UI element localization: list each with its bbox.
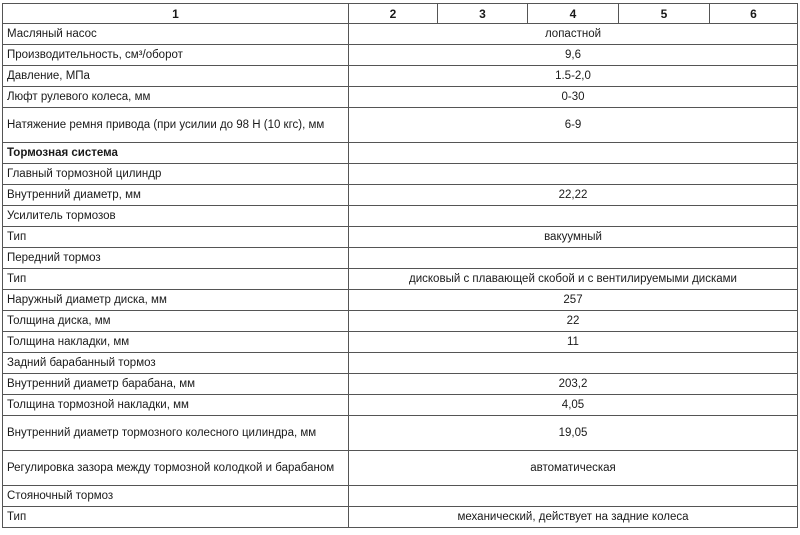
header-row <box>3 4 798 24</box>
row-label: Внутренний диаметр барабана, мм <box>3 374 349 395</box>
header-cell: 3 <box>438 4 528 24</box>
row-label: Усилитель тормозов <box>3 206 349 227</box>
row-value: 4,05 <box>349 395 798 416</box>
row-label: Масляный насос <box>3 24 349 45</box>
row-value: 0-30 <box>349 87 798 108</box>
row-value: 11 <box>349 332 798 353</box>
section-row <box>3 143 798 164</box>
row-label: Передний тормоз <box>3 248 349 269</box>
row-label: Производительность, см³/оборот <box>3 45 349 66</box>
table-row <box>3 374 798 395</box>
row-value <box>349 143 798 164</box>
row-value: 9,6 <box>349 45 798 66</box>
table-row <box>3 332 798 353</box>
row-value <box>349 164 798 185</box>
row-label: Натяжение ремня привода (при усилии до 98 Н (10 кгс), мм <box>3 108 349 143</box>
row-value: лопастной <box>349 24 798 45</box>
row-label: Тормозная система <box>3 143 349 164</box>
table-row <box>3 507 798 528</box>
row-label: Наружный диаметр диска, мм <box>3 290 349 311</box>
row-label: Тип <box>3 507 349 528</box>
row-label: Толщина диска, мм <box>3 311 349 332</box>
row-value: 257 <box>349 290 798 311</box>
header-cell: 6 <box>710 4 798 24</box>
row-label: Главный тормозной цилиндр <box>3 164 349 185</box>
spec-table <box>2 3 798 528</box>
table-row <box>3 311 798 332</box>
table-row <box>3 206 798 227</box>
header-cell: 4 <box>528 4 619 24</box>
row-label: Толщина тормозной накладки, мм <box>3 395 349 416</box>
row-label: Внутренний диаметр тормозного колесного цилиндра, мм <box>3 416 349 451</box>
table-row <box>3 353 798 374</box>
row-label: Толщина накладки, мм <box>3 332 349 353</box>
row-value: 22,22 <box>349 185 798 206</box>
table-row <box>3 66 798 87</box>
spec-table-body <box>3 24 798 528</box>
table-row <box>3 108 798 143</box>
table-row <box>3 248 798 269</box>
row-label: Люфт рулевого колеса, мм <box>3 87 349 108</box>
header-cell: 2 <box>349 4 438 24</box>
row-label: Стояночный тормоз <box>3 486 349 507</box>
table-row <box>3 486 798 507</box>
row-value: 6-9 <box>349 108 798 143</box>
row-value: 203,2 <box>349 374 798 395</box>
header-cell: 5 <box>619 4 710 24</box>
row-value <box>349 486 798 507</box>
table-row <box>3 24 798 45</box>
row-label: Регулировка зазора между тормозной колодкой и барабаном <box>3 451 349 486</box>
row-label: Тип <box>3 269 349 290</box>
row-label: Внутренний диаметр, мм <box>3 185 349 206</box>
row-value: механический, действует на задние колеса <box>349 507 798 528</box>
row-value: 19,05 <box>349 416 798 451</box>
table-row <box>3 87 798 108</box>
row-value <box>349 353 798 374</box>
row-label: Тип <box>3 227 349 248</box>
header-cell: 1 <box>3 4 349 24</box>
row-label: Задний барабанный тормоз <box>3 353 349 374</box>
table-row <box>3 290 798 311</box>
row-value: автоматическая <box>349 451 798 486</box>
row-value: вакуумный <box>349 227 798 248</box>
row-value <box>349 248 798 269</box>
table-row <box>3 395 798 416</box>
table-row <box>3 451 798 486</box>
row-value <box>349 206 798 227</box>
row-value: 1.5-2,0 <box>349 66 798 87</box>
table-row <box>3 164 798 185</box>
table-row <box>3 227 798 248</box>
table-row <box>3 45 798 66</box>
row-value: дисковый с плавающей скобой и с вентилируемыми дисками <box>349 269 798 290</box>
table-row <box>3 416 798 451</box>
table-row <box>3 185 798 206</box>
table-row <box>3 269 798 290</box>
row-value: 22 <box>349 311 798 332</box>
row-label: Давление, МПа <box>3 66 349 87</box>
